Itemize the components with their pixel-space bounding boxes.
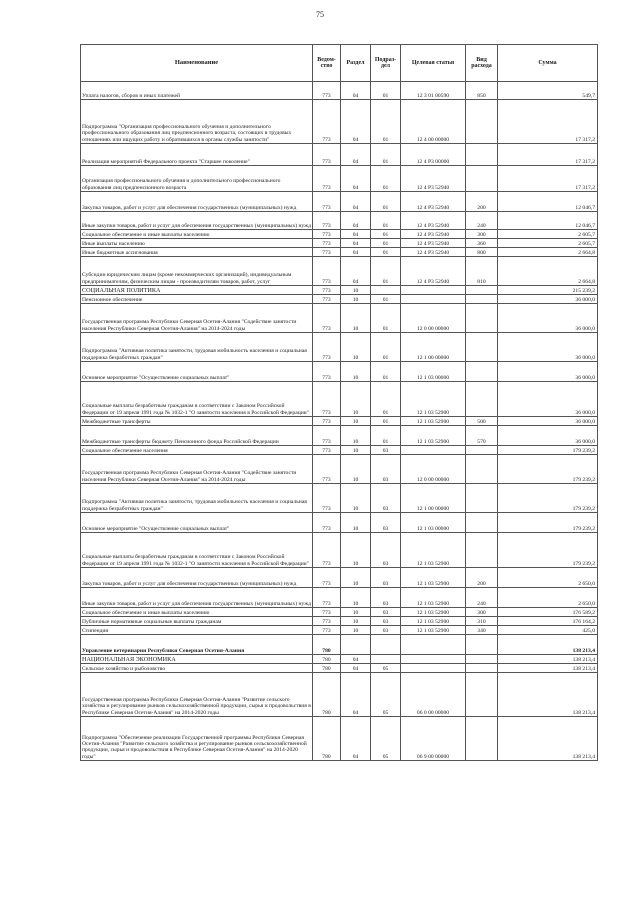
cell-expense-type bbox=[466, 304, 498, 333]
table-row bbox=[81, 382, 598, 417]
cell-expense-type bbox=[466, 673, 498, 717]
cell-department: 773 bbox=[313, 446, 341, 455]
cell-target-item: 12 1 03 00000 bbox=[401, 513, 466, 533]
cell-section: 10 bbox=[341, 455, 371, 484]
cell-amount: 138 213,4 bbox=[498, 673, 598, 717]
cell-name: Межбюджетные трансферты bbox=[81, 417, 313, 426]
cell-name: Социальное обеспечение населения bbox=[81, 446, 313, 455]
cell-subsection: 05 bbox=[371, 673, 401, 717]
cell-expense-type bbox=[466, 100, 498, 144]
cell-department: 773 bbox=[313, 455, 341, 484]
cell-amount: 12 046,7 bbox=[498, 212, 598, 230]
cell-name: Государственная программа Республики Северная Осетия-Алания "Содействие занятости населения Республики Северная Осетия-Алания" на 2014-2024 годы bbox=[81, 455, 313, 484]
cell-section: 10 bbox=[341, 484, 371, 513]
cell-target-item: 12 4 P3 00000 bbox=[401, 144, 466, 166]
cell-department: 773 bbox=[313, 362, 341, 382]
cell-target-item bbox=[401, 655, 466, 664]
cell-subsection: 03 bbox=[371, 617, 401, 626]
cell-amount: 36 000,0 bbox=[498, 417, 598, 426]
table-row bbox=[81, 286, 598, 295]
cell-expense-type bbox=[466, 382, 498, 417]
cell-target-item: 12 0 00 00000 bbox=[401, 304, 466, 333]
cell-amount: 36 000,0 bbox=[498, 295, 598, 304]
cell-name: Подпрограмма "Активная политика занятости, трудовая мобильность населения и социальная поддержка безработных граждан" bbox=[81, 484, 313, 513]
header-amount: Сумма bbox=[498, 45, 598, 82]
cell-name: СОЦИАЛЬНАЯ ПОЛИТИКА bbox=[81, 286, 313, 295]
cell-department: 780 bbox=[313, 635, 341, 655]
cell-target-item bbox=[401, 446, 466, 455]
cell-target-item: 12 1 03 00000 bbox=[401, 362, 466, 382]
cell-department: 773 bbox=[313, 239, 341, 248]
cell-target-item bbox=[401, 664, 466, 673]
cell-amount: 17 317,2 bbox=[498, 100, 598, 144]
cell-target-item: 12 1 00 00000 bbox=[401, 333, 466, 362]
cell-department: 773 bbox=[313, 82, 341, 100]
cell-subsection: 01 bbox=[371, 82, 401, 100]
budget-table bbox=[80, 44, 598, 761]
cell-section bbox=[341, 635, 371, 655]
cell-amount: 549,7 bbox=[498, 82, 598, 100]
cell-department: 780 bbox=[313, 655, 341, 664]
cell-section: 10 bbox=[341, 382, 371, 417]
table-row bbox=[81, 333, 598, 362]
cell-department: 773 bbox=[313, 382, 341, 417]
cell-expense-type: 240 bbox=[466, 212, 498, 230]
cell-name: Социальные выплаты безработным гражданам в соответствии с Законом Российской Федерации от 19 апреля 1991 года № 1032-1 "О занятости населения в Российской Федерации" bbox=[81, 533, 313, 568]
cell-subsection: 01 bbox=[371, 192, 401, 212]
cell-subsection: 03 bbox=[371, 588, 401, 608]
cell-amount: 2 664,8 bbox=[498, 248, 598, 257]
cell-amount: 179 239,2 bbox=[498, 455, 598, 484]
cell-name: Субсидии юридическим лицам (кроме некоммерческих организаций), индивидуальным предпринимателям, физическим лицам - производителям товаров, работ, услуг bbox=[81, 257, 313, 286]
cell-name: Подпрограмма "Организация профессионального обучения и дополнительного профессионального образования лиц предпенсионного возраста, состоящих в трудовых отношениях или ищущих работу и обратившихся в органы службы занятости" bbox=[81, 100, 313, 144]
cell-expense-type: 570 bbox=[466, 426, 498, 446]
cell-expense-type bbox=[466, 664, 498, 673]
cell-department: 773 bbox=[313, 257, 341, 286]
cell-expense-type bbox=[466, 333, 498, 362]
cell-department: 780 bbox=[313, 717, 341, 761]
cell-expense-type bbox=[466, 166, 498, 192]
cell-amount: 176 589,2 bbox=[498, 608, 598, 617]
cell-section: 04 bbox=[341, 192, 371, 212]
cell-target-item: 12 4 P3 52940 bbox=[401, 239, 466, 248]
cell-department: 773 bbox=[313, 626, 341, 635]
cell-subsection: 03 bbox=[371, 484, 401, 513]
cell-section: 10 bbox=[341, 533, 371, 568]
cell-expense-type bbox=[466, 446, 498, 455]
cell-target-item: 12 4 P3 52940 bbox=[401, 166, 466, 192]
cell-section: 10 bbox=[341, 608, 371, 617]
cell-amount: 2 605,7 bbox=[498, 239, 598, 248]
cell-name: Государственная программа Республики Северная Осетия-Алания "Развитие сельского хозяйства и регулирование рынков сельскохозяйственной продукции, сырья и продовольствия в Республике Северная Осетия-Алания" на 2014-2020 годы bbox=[81, 673, 313, 717]
cell-section: 10 bbox=[341, 626, 371, 635]
cell-target-item: 12 4 P3 52940 bbox=[401, 248, 466, 257]
table-body bbox=[81, 82, 598, 761]
cell-section: 04 bbox=[341, 655, 371, 664]
cell-amount: 138 213,4 bbox=[498, 717, 598, 761]
cell-expense-type: 500 bbox=[466, 417, 498, 426]
cell-amount: 138 213,4 bbox=[498, 664, 598, 673]
table-row bbox=[81, 588, 598, 608]
table-row bbox=[81, 230, 598, 239]
cell-subsection: 01 bbox=[371, 239, 401, 248]
table-header-row bbox=[81, 45, 598, 82]
cell-subsection: 03 bbox=[371, 455, 401, 484]
cell-subsection: 01 bbox=[371, 333, 401, 362]
cell-subsection bbox=[371, 655, 401, 664]
cell-amount: 425,0 bbox=[498, 626, 598, 635]
table-row bbox=[81, 82, 598, 100]
table-row bbox=[81, 192, 598, 212]
cell-amount: 36 000,0 bbox=[498, 362, 598, 382]
cell-amount: 17 317,2 bbox=[498, 166, 598, 192]
cell-expense-type bbox=[466, 362, 498, 382]
cell-section: 10 bbox=[341, 362, 371, 382]
cell-department: 773 bbox=[313, 533, 341, 568]
table-row bbox=[81, 446, 598, 455]
page-number: 75 bbox=[316, 10, 324, 19]
cell-name: Пенсионное обеспечение bbox=[81, 295, 313, 304]
cell-name: Подпрограмма "Обеспечение реализации Государственной программы Республики Северная Осетия-Алания "Развитие сельского хозяйства и регулирование рынков сельскохозяйственной продукции, сырья и продовольствия в Республике Северная Осетия-Алания" на 2014-2020 годы" bbox=[81, 717, 313, 761]
cell-section: 04 bbox=[341, 673, 371, 717]
cell-section: 10 bbox=[341, 513, 371, 533]
cell-expense-type bbox=[466, 655, 498, 664]
cell-department: 773 bbox=[313, 568, 341, 588]
cell-expense-type bbox=[466, 286, 498, 295]
cell-department: 773 bbox=[313, 608, 341, 617]
cell-department: 773 bbox=[313, 166, 341, 192]
cell-amount: 12 046,7 bbox=[498, 192, 598, 212]
cell-department: 780 bbox=[313, 664, 341, 673]
cell-expense-type bbox=[466, 533, 498, 568]
cell-target-item: 12 4 P3 52940 bbox=[401, 257, 466, 286]
cell-amount: 2 605,7 bbox=[498, 230, 598, 239]
cell-amount: 176 164,2 bbox=[498, 617, 598, 626]
cell-target-item: 12 1 03 52900 bbox=[401, 588, 466, 608]
cell-amount: 36 000,0 bbox=[498, 426, 598, 446]
cell-department: 773 bbox=[313, 286, 341, 295]
table-row bbox=[81, 295, 598, 304]
cell-department: 773 bbox=[313, 513, 341, 533]
cell-department: 773 bbox=[313, 333, 341, 362]
table-row bbox=[81, 568, 598, 588]
cell-subsection: 01 bbox=[371, 295, 401, 304]
cell-target-item bbox=[401, 286, 466, 295]
cell-subsection: 03 bbox=[371, 446, 401, 455]
cell-section: 10 bbox=[341, 417, 371, 426]
cell-subsection: 03 bbox=[371, 608, 401, 617]
cell-subsection bbox=[371, 635, 401, 655]
cell-department: 773 bbox=[313, 100, 341, 144]
cell-amount: 138 213,4 bbox=[498, 635, 598, 655]
cell-department: 773 bbox=[313, 212, 341, 230]
cell-name: Сельское хозяйство и рыболовство bbox=[81, 664, 313, 673]
cell-name: Иные закупки товаров, работ и услуг для обеспечения государственных (муниципальных) нужд bbox=[81, 588, 313, 608]
cell-expense-type bbox=[466, 144, 498, 166]
cell-section: 04 bbox=[341, 248, 371, 257]
cell-expense-type: 360 bbox=[466, 239, 498, 248]
cell-section: 10 bbox=[341, 286, 371, 295]
table-row bbox=[81, 144, 598, 166]
table-row bbox=[81, 417, 598, 426]
cell-target-item: 12 1 03 52900 bbox=[401, 533, 466, 568]
cell-expense-type bbox=[466, 484, 498, 513]
cell-department: 773 bbox=[313, 144, 341, 166]
cell-target-item: 12 1 03 52900 bbox=[401, 608, 466, 617]
cell-expense-type bbox=[466, 717, 498, 761]
table-row bbox=[81, 362, 598, 382]
cell-amount: 179 239,2 bbox=[498, 513, 598, 533]
cell-subsection: 03 bbox=[371, 568, 401, 588]
cell-target-item: 12 4 P3 52940 bbox=[401, 230, 466, 239]
cell-target-item: 12 1 03 52900 bbox=[401, 568, 466, 588]
cell-section: 10 bbox=[341, 295, 371, 304]
cell-target-item: 12 1 00 00000 bbox=[401, 484, 466, 513]
cell-name: Управление ветеринарии Республики Северная Осетия-Алания bbox=[81, 635, 313, 655]
table-row bbox=[81, 248, 598, 257]
cell-name: НАЦИОНАЛЬНАЯ ЭКОНОМИКА bbox=[81, 655, 313, 664]
cell-amount: 215 239,2 bbox=[498, 286, 598, 295]
cell-name: Иные закупки товаров, работ и услуг для обеспечения государственных (муниципальных) нужд bbox=[81, 212, 313, 230]
table-row bbox=[81, 100, 598, 144]
cell-amount: 2 664,8 bbox=[498, 257, 598, 286]
cell-name: Социальное обеспечение и иные выплаты населению bbox=[81, 608, 313, 617]
cell-name: Закупка товаров, работ и услуг для обеспечения государственных (муниципальных) нужд bbox=[81, 568, 313, 588]
cell-section: 04 bbox=[341, 717, 371, 761]
table-row bbox=[81, 426, 598, 446]
cell-subsection: 05 bbox=[371, 717, 401, 761]
table-row bbox=[81, 257, 598, 286]
cell-department: 780 bbox=[313, 673, 341, 717]
cell-amount: 179 239,2 bbox=[498, 484, 598, 513]
cell-department: 773 bbox=[313, 617, 341, 626]
cell-expense-type: 300 bbox=[466, 230, 498, 239]
cell-subsection: 01 bbox=[371, 362, 401, 382]
table-row bbox=[81, 166, 598, 192]
cell-name: Уплата налогов, сборов и иных платежей bbox=[81, 82, 313, 100]
header-department: Ведом-ство bbox=[313, 45, 341, 82]
cell-target-item: 12 1 03 52900 bbox=[401, 626, 466, 635]
table-row bbox=[81, 717, 598, 761]
table-row bbox=[81, 655, 598, 664]
cell-section: 10 bbox=[341, 588, 371, 608]
table-row bbox=[81, 533, 598, 568]
cell-expense-type bbox=[466, 635, 498, 655]
cell-department: 773 bbox=[313, 192, 341, 212]
cell-target-item: 06 0 00 00000 bbox=[401, 673, 466, 717]
cell-name: Закупка товаров, работ и услуг для обеспечения государственных (муниципальных) нужд bbox=[81, 192, 313, 212]
cell-expense-type: 800 bbox=[466, 248, 498, 257]
cell-amount: 2 650,0 bbox=[498, 588, 598, 608]
cell-amount: 36 000,0 bbox=[498, 304, 598, 333]
cell-target-item: 12 0 00 00000 bbox=[401, 455, 466, 484]
cell-name: Государственная программа Республики Северная Осетия-Алания "Содействие занятости населения Республики Северная Осетия-Алания" на 2014-2024 годы bbox=[81, 304, 313, 333]
cell-expense-type bbox=[466, 513, 498, 533]
cell-amount: 179 239,2 bbox=[498, 446, 598, 455]
cell-target-item: 12 4 P3 52940 bbox=[401, 212, 466, 230]
cell-name: Иные выплаты населению bbox=[81, 239, 313, 248]
cell-department: 773 bbox=[313, 295, 341, 304]
cell-expense-type: 200 bbox=[466, 192, 498, 212]
cell-section: 10 bbox=[341, 426, 371, 446]
cell-department: 773 bbox=[313, 426, 341, 446]
cell-subsection: 03 bbox=[371, 626, 401, 635]
table-row bbox=[81, 608, 598, 617]
cell-department: 773 bbox=[313, 484, 341, 513]
cell-section: 04 bbox=[341, 230, 371, 239]
cell-department: 773 bbox=[313, 588, 341, 608]
cell-section: 10 bbox=[341, 333, 371, 362]
cell-section: 10 bbox=[341, 446, 371, 455]
cell-target-item: 12 1 03 52900 bbox=[401, 417, 466, 426]
cell-amount: 2 650,0 bbox=[498, 568, 598, 588]
cell-section: 10 bbox=[341, 617, 371, 626]
cell-name: Иные бюджетные ассигнования bbox=[81, 248, 313, 257]
cell-expense-type: 310 bbox=[466, 617, 498, 626]
table-row bbox=[81, 484, 598, 513]
header-target-item: Целевая статья bbox=[401, 45, 466, 82]
cell-subsection: 01 bbox=[371, 304, 401, 333]
cell-section: 04 bbox=[341, 212, 371, 230]
cell-section: 04 bbox=[341, 257, 371, 286]
cell-subsection: 01 bbox=[371, 426, 401, 446]
table-row bbox=[81, 635, 598, 655]
cell-department: 773 bbox=[313, 230, 341, 239]
cell-target-item bbox=[401, 635, 466, 655]
cell-name: Организация профессионального обучения и дополнительного профессионального образования лиц предпенсионного возраста bbox=[81, 166, 313, 192]
table-row bbox=[81, 626, 598, 635]
cell-subsection: 01 bbox=[371, 248, 401, 257]
header-section: Раздел bbox=[341, 45, 371, 82]
cell-subsection: 01 bbox=[371, 382, 401, 417]
table-row bbox=[81, 664, 598, 673]
cell-name: Публичные нормативные социальные выплаты гражданам bbox=[81, 617, 313, 626]
cell-name: Подпрограмма "Активная политика занятости, трудовая мобильность населения и социальная поддержка безработных граждан" bbox=[81, 333, 313, 362]
cell-subsection: 01 bbox=[371, 166, 401, 192]
cell-section: 04 bbox=[341, 100, 371, 144]
cell-target-item: 12 1 03 52900 bbox=[401, 382, 466, 417]
table-row bbox=[81, 304, 598, 333]
cell-name: Основное мероприятие "Осуществление социальных выплат" bbox=[81, 362, 313, 382]
cell-expense-type: 200 bbox=[466, 568, 498, 588]
cell-amount: 17 317,2 bbox=[498, 144, 598, 166]
cell-subsection: 01 bbox=[371, 417, 401, 426]
table-row bbox=[81, 455, 598, 484]
cell-target-item: 06 9 00 00000 bbox=[401, 717, 466, 761]
cell-department: 773 bbox=[313, 304, 341, 333]
cell-target-item: 12 4 P3 52940 bbox=[401, 192, 466, 212]
header-subsection: Подраз-дел bbox=[371, 45, 401, 82]
cell-name: Реализация мероприятий Федерального проекта "Старшее поколение" bbox=[81, 144, 313, 166]
table-row bbox=[81, 239, 598, 248]
cell-subsection: 01 bbox=[371, 230, 401, 239]
cell-amount: 138 213,4 bbox=[498, 655, 598, 664]
cell-target-item: 12 1 03 52900 bbox=[401, 426, 466, 446]
cell-expense-type: 850 bbox=[466, 82, 498, 100]
cell-name: Стипендии bbox=[81, 626, 313, 635]
cell-expense-type: 240 bbox=[466, 588, 498, 608]
header-expense-type: Вид расхода bbox=[466, 45, 498, 82]
cell-expense-type: 340 bbox=[466, 626, 498, 635]
cell-name: Межбюджетные трансферты бюджету Пенсионного фонда Российской Федерации bbox=[81, 426, 313, 446]
cell-amount: 36 000,0 bbox=[498, 382, 598, 417]
cell-expense-type: 300 bbox=[466, 608, 498, 617]
cell-name: Социальное обеспечение и иные выплаты населению bbox=[81, 230, 313, 239]
table-row bbox=[81, 617, 598, 626]
cell-subsection: 01 bbox=[371, 100, 401, 144]
cell-name: Социальные выплаты безработным гражданам в соответствии с Законом Российской Федерации от 19 апреля 1991 года № 1032-1 "О занятости населения в Российской Федерации" bbox=[81, 382, 313, 417]
cell-name: Основное мероприятие "Осуществление социальных выплат" bbox=[81, 513, 313, 533]
header-name: Наименование bbox=[81, 45, 313, 82]
cell-amount: 36 000,0 bbox=[498, 333, 598, 362]
cell-expense-type bbox=[466, 455, 498, 484]
cell-target-item: 12 4 00 00000 bbox=[401, 100, 466, 144]
cell-expense-type bbox=[466, 295, 498, 304]
cell-subsection: 03 bbox=[371, 533, 401, 568]
cell-section: 04 bbox=[341, 664, 371, 673]
cell-expense-type: 810 bbox=[466, 257, 498, 286]
cell-target-item: 12 3 01 00590 bbox=[401, 82, 466, 100]
cell-amount: 179 239,2 bbox=[498, 533, 598, 568]
cell-target-item bbox=[401, 295, 466, 304]
cell-section: 04 bbox=[341, 144, 371, 166]
cell-section: 10 bbox=[341, 568, 371, 588]
table-row bbox=[81, 513, 598, 533]
cell-section: 10 bbox=[341, 304, 371, 333]
cell-subsection: 01 bbox=[371, 144, 401, 166]
cell-section: 04 bbox=[341, 82, 371, 100]
cell-section: 04 bbox=[341, 166, 371, 192]
cell-subsection: 01 bbox=[371, 257, 401, 286]
cell-subsection: 05 bbox=[371, 664, 401, 673]
cell-section: 04 bbox=[341, 239, 371, 248]
table-row bbox=[81, 212, 598, 230]
cell-subsection: 01 bbox=[371, 212, 401, 230]
cell-department: 773 bbox=[313, 417, 341, 426]
table-row bbox=[81, 673, 598, 717]
cell-subsection: 03 bbox=[371, 513, 401, 533]
cell-department: 773 bbox=[313, 248, 341, 257]
cell-subsection bbox=[371, 286, 401, 295]
cell-target-item: 12 1 03 52900 bbox=[401, 617, 466, 626]
